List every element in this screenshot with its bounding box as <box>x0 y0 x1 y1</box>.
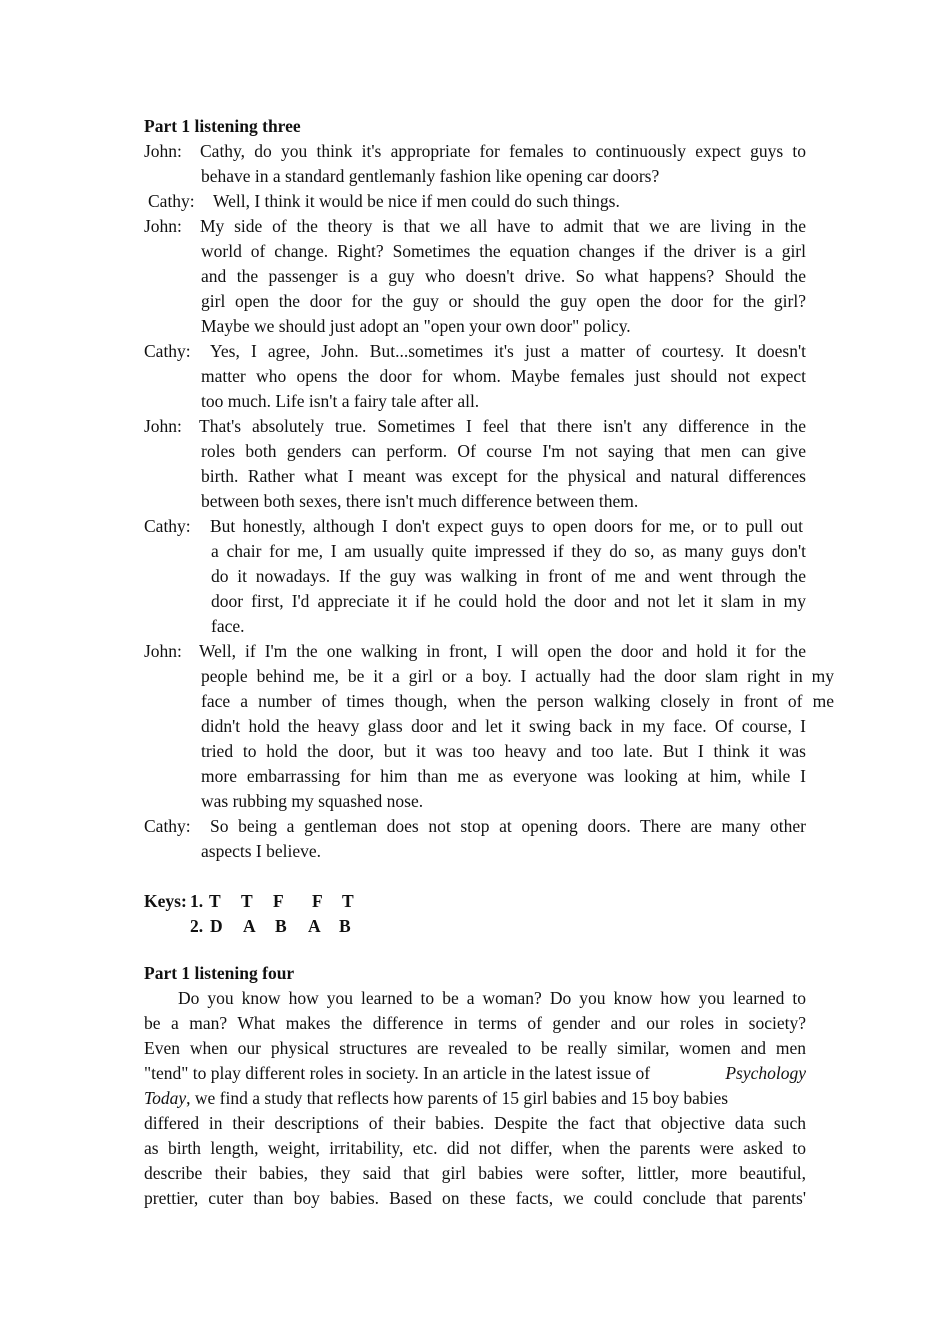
journal-title: Today <box>144 1088 187 1108</box>
key-answer: T <box>241 891 253 911</box>
key-answer: F <box>273 891 284 911</box>
keys-label: Keys: <box>144 891 187 911</box>
paragraph-line: describe their babies, they said that girl babies were softer, littler, more beautiful, <box>144 1163 806 1183</box>
paragraph-line: as birth length, weight, irritability, etc. did not differ, when the parents were asked to <box>144 1138 806 1158</box>
speaker-label: Cathy: <box>148 191 195 211</box>
dialogue-line: But honestly, although I don't expect guys to open doors for me, or to pull out <box>210 516 803 536</box>
speaker-label: John: <box>144 216 182 236</box>
paragraph-line: be a man? What makes the difference in terms of gender and our roles in society? <box>144 1013 806 1033</box>
speaker-label: Cathy: <box>144 341 191 361</box>
dialogue-line: and the passenger is a guy who doesn't drive. So what happens? Should the <box>201 266 806 286</box>
dialogue-line: people behind me, be it a girl or a boy. I actually had the door slam right in my <box>201 666 834 686</box>
dialogue-line: Well, if I'm the one walking in front, I will open the door and hold it for the <box>199 641 806 661</box>
dialogue-line: aspects I believe. <box>201 841 322 861</box>
part4-heading: Part 1 listening four <box>144 963 295 983</box>
paragraph-text: , we find a study that reflects how parents of 15 girl babies and 15 boy babies <box>186 1088 729 1108</box>
key-answer: B <box>275 916 287 936</box>
dialogue-line: between both sexes, there isn't much difference between them. <box>201 491 639 511</box>
speaker-label: Cathy: <box>144 516 191 536</box>
dialogue-line: Yes, I agree, John. But...sometimes it's just a matter of courtesy. It doesn't <box>210 341 806 361</box>
paragraph-line: Do you know how you learned to be a woman? Do you know how you learned to <box>178 988 806 1008</box>
dialogue-line: door first, I'd appreciate it if he could hold the door and not let it slam in my <box>211 591 806 611</box>
dialogue-line: Cathy, do you think it's appropriate for females to continuously expect guys to <box>200 141 806 161</box>
dialogue-line: birth. Rather what I meant was except for the physical and natural differences <box>201 466 806 486</box>
key-answer: T <box>209 891 221 911</box>
dialogue-line: tried to hold the door, but it was too heavy and too late. But I think it was <box>201 741 806 761</box>
dialogue-line: Maybe we should just adopt an "open your own door" policy. <box>201 316 631 336</box>
key-answer: A <box>243 916 256 936</box>
dialogue-line: more embarrassing for him than me as everyone was looking at him, while I <box>201 766 806 786</box>
key-answer: T <box>342 891 354 911</box>
paragraph-line: prettier, cuter than boy babies. Based on these facts, we could conclude that parents' <box>144 1188 806 1208</box>
dialogue-line: didn't hold the heavy glass door and let it swing back in my face. Of course, I <box>201 716 806 736</box>
keys-row-number: 1. <box>190 891 204 911</box>
paragraph-line <box>144 1061 806 1086</box>
key-answer: F <box>312 891 323 911</box>
dialogue-line: world of change. Right? Sometimes the equation changes if the driver is a girl <box>201 241 806 261</box>
dialogue-line: too much. Life isn't a fairy tale after all. <box>201 391 480 411</box>
dialogue-line: behave in a standard gentlemanly fashion like opening car doors? <box>201 166 660 186</box>
paragraph-line: differed in their descriptions of their babies. Despite the fact that objective data such <box>144 1113 806 1133</box>
dialogue-line: do it nowadays. If the guy was walking in front of me and went through the <box>211 566 806 586</box>
dialogue-line: face. <box>211 616 245 636</box>
key-answer: A <box>308 916 321 936</box>
speaker-label: John: <box>144 416 182 436</box>
key-answer: B <box>339 916 351 936</box>
dialogue-line: girl open the door for the guy or should the guy open the door for the girl? <box>201 291 806 311</box>
speaker-label: John: <box>144 641 182 661</box>
part3-heading: Part 1 listening three <box>144 116 301 136</box>
dialogue-line: That's absolutely true. Sometimes I feel that there isn't any difference in the <box>199 416 806 436</box>
dialogue-line: matter who opens the door for whom. Maybe females just should not expect <box>201 366 806 386</box>
dialogue-line: was rubbing my squashed nose. <box>201 791 424 811</box>
dialogue-line: So being a gentleman does not stop at opening doors. There are many other <box>210 816 806 836</box>
paragraph-line: Even when our physical structures are revealed to be really similar, women and men <box>144 1038 806 1058</box>
dialogue-line: roles both genders can perform. Of course I'm not saying that men can give <box>201 441 806 461</box>
dialogue-line: face a number of times though, when the person walking closely in front of me <box>201 691 834 711</box>
paragraph-text: "tend" to play different roles in society. In an article in the latest issue of <box>144 1063 651 1083</box>
speaker-label: John: <box>144 141 182 161</box>
dialogue-line: a chair for me, I am usually quite impressed if they do so, as many guys don't <box>211 541 806 561</box>
dialogue-line: Well, I think it would be nice if men could do such things. <box>213 191 620 211</box>
key-answer: D <box>210 916 223 936</box>
dialogue-line: My side of the theory is that we all have to admit that we are living in the <box>200 216 806 236</box>
speaker-label: Cathy: <box>144 816 191 836</box>
journal-title: Psychology <box>725 1063 806 1083</box>
keys-row-number: 2. <box>190 916 204 936</box>
paragraph-line <box>144 1086 806 1111</box>
